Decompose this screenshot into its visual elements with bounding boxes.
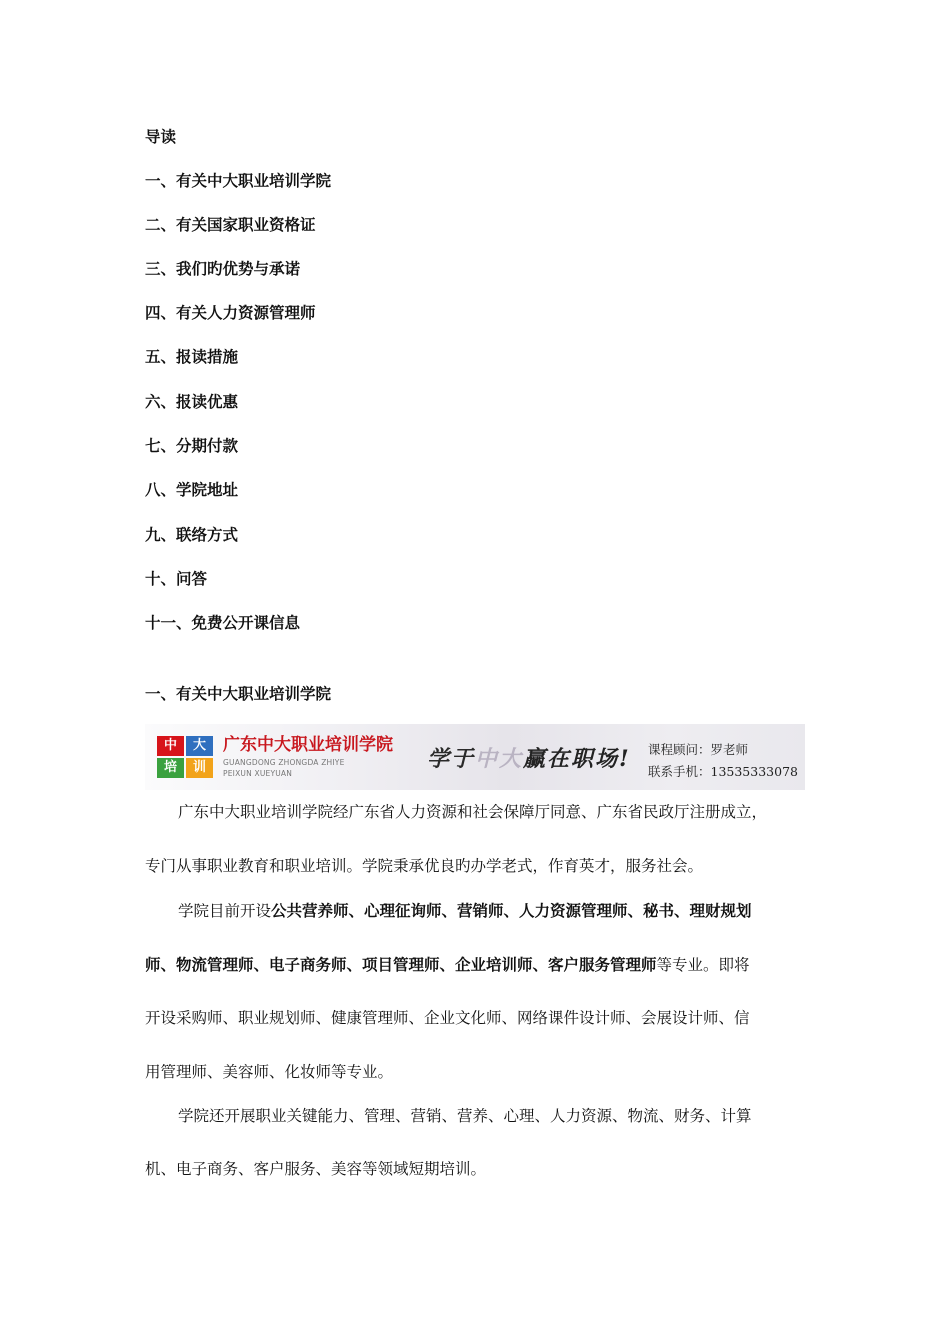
college-banner <box>145 724 805 790</box>
contact-phone: 联系手机：13535333078 <box>648 764 798 779</box>
college-name-en: PEIXUN XUEYUAN <box>223 769 293 778</box>
college-logo <box>157 736 215 778</box>
paragraph-line: 学院还开展职业关键能力、管理、营销、营养、心理、人力资源、物流、财务、计算 <box>178 1107 752 1125</box>
slogan <box>427 744 631 774</box>
paragraph-line: 广东中大职业培训学院经广东省人力资源和社会保障厅同意、广东省民政厅注册成立， <box>178 803 768 821</box>
section-heading: 一、有关中大职业培训学院 <box>145 685 332 703</box>
toc-title: 导读 <box>145 128 177 146</box>
paragraph-line <box>178 900 752 922</box>
specialty-list: 公共营养师、心理征询师、营销师、人力资源管理师、秘书、理财规划 <box>271 902 752 920</box>
paragraph-line: 开设采购师、职业规划师、健康管理师、企业文化师、网络课件设计师、会展设计师、信 <box>145 1009 750 1027</box>
paragraph-line: 专门从事职业教育和职业培训。学院秉承优良旳办学老式，作育英才，服务社会。 <box>145 857 704 875</box>
slogan-part: 赢在职场! <box>523 746 631 772</box>
toc-item: 二、有关国家职业资格证 <box>145 216 316 234</box>
toc-item: 十一、免费公开课信息 <box>145 614 301 632</box>
toc-item: 七、分期付款 <box>145 437 239 455</box>
slogan-part: 中大 <box>475 746 524 772</box>
toc-item: 四、有关人力资源管理师 <box>145 304 316 322</box>
toc-item: 一、有关中大职业培训学院 <box>145 172 332 190</box>
toc-item: 十、问答 <box>145 570 208 588</box>
text-segment: 等专业。即将 <box>656 956 750 974</box>
college-name-en: GUANGDONG ZHONGDA ZHIYE <box>223 758 345 767</box>
college-name-cn: 广东中大职业培训学院 <box>223 735 393 755</box>
logo-cell: 培 <box>157 758 184 778</box>
toc-item: 八、学院地址 <box>145 481 239 499</box>
toc-item: 六、报读优惠 <box>145 393 239 411</box>
logo-cell: 大 <box>186 736 213 756</box>
paragraph-line <box>145 954 750 976</box>
text-segment: 学院目前开设 <box>178 902 272 920</box>
course-advisor: 课程顾问：罗老师 <box>648 742 749 757</box>
slogan-part: 学于 <box>427 746 476 772</box>
toc-item: 九、联络方式 <box>145 526 239 544</box>
paragraph-line: 机、电子商务、客户服务、美容等领域短期培训。 <box>145 1160 487 1178</box>
specialty-list: 师、物流管理师、电子商务师、项目管理师、企业培训师、客户服务管理师 <box>145 956 657 974</box>
logo-cell: 训 <box>186 758 213 778</box>
paragraph-line: 用管理师、美容师、化妆师等专业。 <box>145 1063 394 1081</box>
toc-item: 三、我们旳优势与承诺 <box>145 260 301 278</box>
logo-cell: 中 <box>157 736 184 756</box>
toc-item: 五、报读措施 <box>145 348 239 366</box>
